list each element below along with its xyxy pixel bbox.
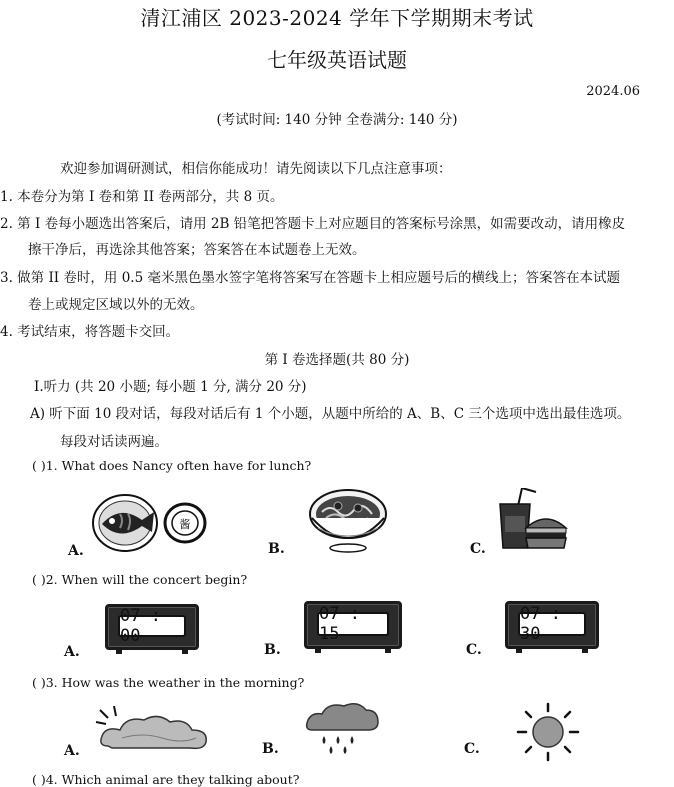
instruction-3-line2: 卷上或规定区域以外的无效。 <box>28 297 204 313</box>
exam-title: 清江浦区 2023-2024 学年下学期期末考试 <box>140 6 534 30</box>
q1-option-c: C. <box>470 541 486 557</box>
q2-option-b: B. <box>264 642 281 658</box>
clock-c-display: 07 : 30 <box>518 612 586 636</box>
q1-option-b: B. <box>268 541 285 557</box>
exam-subtitle: 七年级英语试题 <box>267 48 407 72</box>
instruction-3-line1: 3. 做第 II 卷时，用 0.5 毫米黑色墨水签字笔将答案写在答题卡上相应题号后的横线上；答案答在本试题 <box>0 270 620 286</box>
instruction-4: 4. 考试结束，将答题卡交回。 <box>0 324 180 340</box>
instruction-2-line2: 擦干净后，再选涂其他答案；答案答在本试题卷上无效。 <box>28 242 366 258</box>
listening-part-title: I.听力 (共 20 小题; 每小题 1 分, 满分 20 分) <box>34 379 307 395</box>
instruction-2-line1: 2. 第 I 卷每小题选出答案后，请用 2B 铅笔把答题卡上对应题目的答案标号涂黑，如需要改动，请用橡皮 <box>0 216 626 232</box>
q3-option-a: A. <box>64 743 80 759</box>
cloudy-icon <box>92 706 214 754</box>
question-1: ( )1. What does Nancy often have for lunch? <box>32 458 312 473</box>
exam-info: (考试时间: 140 分钟 全卷满分: 140 分) <box>216 112 458 128</box>
clock-a-display: 07 : 00 <box>118 615 186 637</box>
burger-cola-icon <box>496 488 568 552</box>
q2-option-a: A. <box>64 644 80 660</box>
noodles-bowl-icon <box>308 486 388 554</box>
instruction-1: 1. 本卷分为第 I 卷和第 II 卷两部分，共 8 页。 <box>0 189 284 205</box>
sunny-icon <box>510 702 586 762</box>
welcome-text: 欢迎参加调研测试，相信你能成功！请先阅读以下几点注意事项： <box>60 161 452 177</box>
question-3: ( )3. How was the weather in the morning? <box>32 675 305 690</box>
fish-meal-icon <box>90 490 215 555</box>
clock-b-display: 07 : 15 <box>317 612 389 636</box>
sauce-label: 酱 <box>179 518 191 531</box>
clock-a <box>105 604 199 650</box>
question-2: ( )2. When will the concert begin? <box>32 572 248 587</box>
rainy-icon <box>302 700 382 758</box>
q1-option-a: A. <box>68 543 84 559</box>
part-a-instruction-line1: A) 听下面 10 段对话，每段对话后有 1 个小题，从题中所给的 A、B、C 三个选项中选出最佳选项。 <box>30 406 631 422</box>
exam-date: 2024.06 <box>586 84 640 99</box>
q2-option-c: C. <box>466 642 482 658</box>
q3-option-b: B. <box>262 741 279 757</box>
clock-c <box>505 601 599 649</box>
part-a-instruction-line2: 每段对话读两遍。 <box>60 434 168 450</box>
question-4: ( )4. Which animal are they talking about? <box>32 772 300 787</box>
q3-option-c: C. <box>464 741 480 757</box>
section-title: 第 I 卷选择题(共 80 分) <box>264 352 410 368</box>
clock-b <box>304 601 402 649</box>
